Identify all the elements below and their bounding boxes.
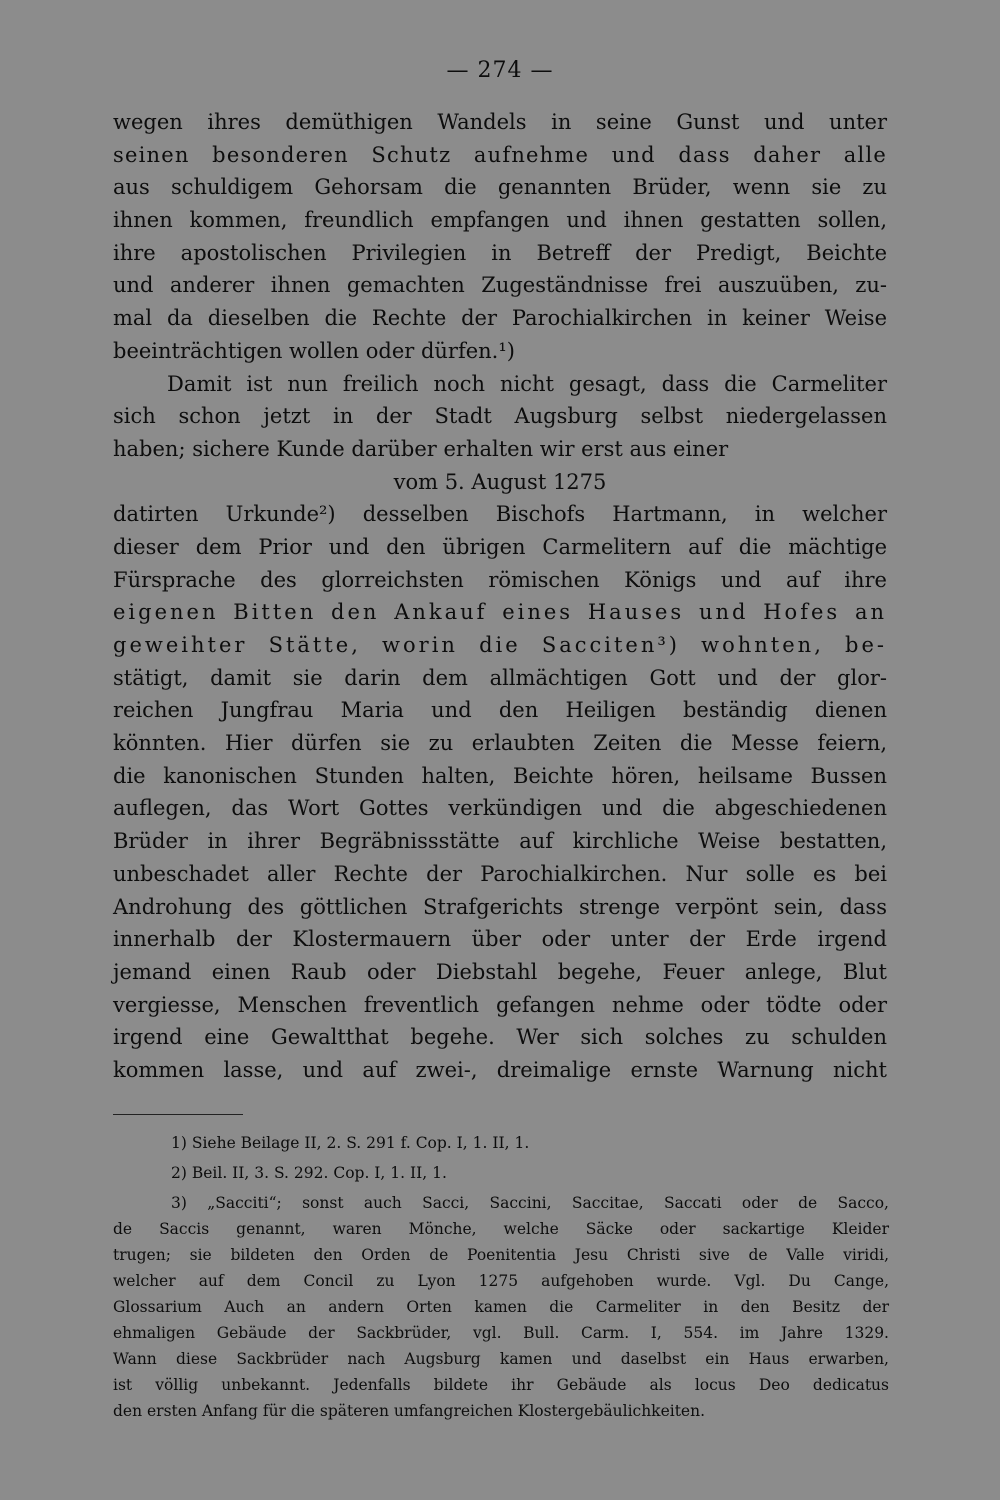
footnotes (113, 1130, 889, 1424)
text-line: dieser dem Prior und den übrigen Carmelitern auf die mächtige (113, 534, 887, 559)
footnote-line: de Saccis genannt, waren Mönche, welche Säcke oder sackartige Kleider (113, 1220, 889, 1238)
text-line: mal da dieselben die Rechte der Parochialkirchen in keiner Weise (113, 306, 887, 331)
text-line: eigenen Bitten den Ankauf eines Hauses und Hofes an (113, 600, 887, 625)
text-line: Fürsprache des glorreichsten römischen Königs und auf ihre (113, 567, 887, 592)
text-line: Brüder in ihrer Begräbnissstätte auf kirchliche Weise bestatten, (113, 829, 887, 854)
text-line: ihre apostolischen Privilegien in Betreff der Predigt, Beichte (113, 240, 887, 265)
footnote-line: 1) Siehe Beilage II, 2. S. 291 f. Cop. I, 1. II, 1. (171, 1134, 530, 1152)
text-line: Androhung des göttlichen Strafgerichts strenge verpönt sein, dass (113, 894, 887, 919)
text-line: innerhalb der Klostermauern über oder unter der Erde irgend (113, 927, 887, 952)
text-line: Damit ist nun freilich noch nicht gesagt, dass die Carmeliter (167, 371, 887, 396)
text-line: und anderer ihnen gemachten Zugeständnisse frei auszuüben, zu- (113, 273, 887, 298)
text-line: vergiesse, Menschen freventlich gefangen nehme oder tödte oder (113, 992, 887, 1017)
text-line: sich schon jetzt in der Stadt Augsburg selbst niedergelassen (113, 404, 887, 429)
text-line: ihnen kommen, freundlich empfangen und ihnen gestatten sollen, (113, 208, 887, 233)
footnote-line: welcher auf dem Concil zu Lyon 1275 aufgehoben wurde. Vgl. Du Cange, (113, 1272, 889, 1290)
text-line: stätigt, damit sie darin dem allmächtigen Gott und der glor- (113, 665, 887, 690)
text-line: auflegen, das Wort Gottes verkündigen und die abgeschiedenen (113, 796, 887, 821)
text-line: reichen Jungfrau Maria und den Heiligen beständig dienen (113, 698, 887, 723)
footnote-line: 3) „Sacciti“; sonst auch Sacci, Saccini, Saccitae, Saccati oder de Sacco, (171, 1194, 889, 1212)
footnote-line: Wann diese Sackbrüder nach Augsburg kamen und daselbst ein Haus erwarben, (113, 1350, 889, 1368)
text-line: geweihter Stätte, worin die Sacciten³) wohnten, be- (113, 633, 887, 657)
text-line: kommen lasse, und auf zwei-, dreimalige ernste Warnung nicht (113, 1057, 887, 1082)
text-line: jemand einen Raub oder Diebstahl begehe, Feuer anlege, Blut (113, 959, 887, 984)
text-line: unbeschadet aller Rechte der Parochialkirchen. Nur solle es bei (113, 861, 887, 886)
text-line: könnten. Hier dürfen sie zu erlaubten Zeiten die Messe feiern, (113, 731, 887, 756)
text-line: beeinträchtigen wollen oder dürfen.¹) (113, 338, 515, 363)
footnote-line: ist völlig unbekannt. Jedenfalls bildete ihr Gebäude als locus Deo dedicatus (113, 1376, 889, 1394)
text-line: irgend eine Gewaltthat begehe. Wer sich solches zu schulden (113, 1025, 887, 1050)
text-line: vom 5. August 1275 (393, 469, 607, 494)
text-line: wegen ihres demüthigen Wandels in seine Gunst und unter (113, 110, 887, 134)
main-text (113, 106, 887, 1087)
footnote-line: den ersten Anfang für die späteren umfangreichen Klostergebäulichkeiten. (113, 1402, 706, 1420)
text-line: die kanonischen Stunden halten, Beichte hören, heilsame Bussen (113, 763, 887, 788)
text-line: datirten Urkunde²) desselben Bischofs Hartmann, in welcher (113, 502, 887, 527)
text-line: haben; sichere Kunde darüber erhalten wir erst aus einer (113, 436, 729, 461)
footnote-line: trugen; sie bildeten den Orden de Poenitentia Jesu Christi sive de Valle viridi, (113, 1246, 889, 1264)
text-line: aus schuldigem Gehorsam die genannten Brüder, wenn sie zu (113, 175, 887, 200)
footnote-divider (113, 1114, 243, 1115)
text-line: seinen besonderen Schutz aufnehme und dass daher alle (113, 142, 887, 167)
footnote-line: ehmaligen Gebäude der Sackbrüder, vgl. Bull. Carm. I, 554. im Jahre 1329. (113, 1324, 889, 1342)
page-number: — 274 — (446, 58, 554, 83)
footnote-line: 2) Beil. II, 3. S. 292. Cop. I, 1. II, 1. (171, 1164, 447, 1182)
footnote-line: Glossarium Auch an andern Orten kamen die Carmeliter in den Besitz der (113, 1298, 889, 1316)
